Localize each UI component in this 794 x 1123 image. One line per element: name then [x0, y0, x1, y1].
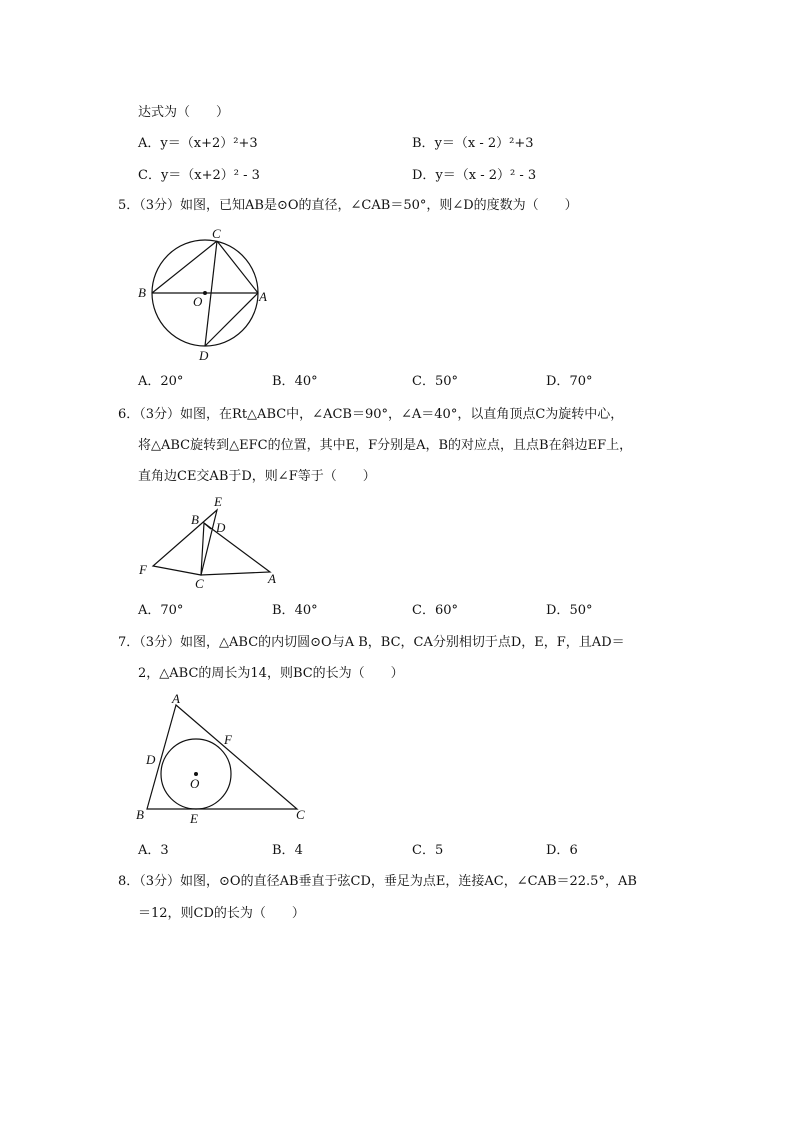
option-text: y＝（x+2）² - 3	[160, 168, 260, 183]
option-text: 6	[569, 843, 578, 858]
q4-option-d[interactable]	[412, 167, 536, 185]
q4-option-b[interactable]	[412, 135, 534, 153]
option-text: 5	[434, 843, 444, 858]
option-text: y＝（x+2）²+3	[160, 136, 258, 151]
option-label: D．	[546, 843, 570, 858]
option-label: B．	[272, 843, 295, 858]
q6-option-b[interactable]	[272, 602, 318, 620]
label-e: E	[214, 494, 222, 509]
label-c: C	[195, 576, 204, 591]
option-label: C．	[412, 603, 435, 618]
label-o: O	[193, 294, 203, 309]
option-text: y＝（x - 2）²+3	[434, 136, 534, 151]
option-label: C．	[412, 843, 435, 858]
q5-figure	[130, 222, 280, 367]
triangle-efc	[153, 510, 217, 575]
label-b: B	[191, 512, 199, 527]
chord-da	[205, 293, 258, 346]
q5-option-b[interactable]	[272, 373, 318, 391]
label-f: F	[139, 562, 147, 577]
q7-option-a[interactable]	[138, 842, 169, 860]
chord-bc	[152, 241, 217, 293]
label-a: A	[259, 289, 267, 304]
option-text: 50°	[434, 374, 458, 389]
segment-bd	[204, 523, 211, 529]
q7-stem-line-1: 7．（3分）如图，△ABC的内切圆⊙O与A B，BC，CA分别相切于点D，E，F，且AD＝	[118, 635, 625, 650]
q6-option-d[interactable]	[546, 602, 592, 620]
option-label: C．	[138, 168, 161, 183]
q7-option-c[interactable]	[412, 842, 443, 860]
option-text: 3	[160, 843, 169, 858]
label-o: O	[190, 776, 200, 791]
option-label: A．	[138, 374, 161, 389]
label-d: D	[216, 520, 226, 535]
q5-option-c[interactable]	[412, 373, 458, 391]
q6-option-a[interactable]	[138, 602, 183, 620]
label-c: C	[212, 226, 221, 241]
q7-option-b[interactable]	[272, 842, 303, 860]
q5-option-a[interactable]	[138, 373, 183, 391]
q8-stem-line-2: ＝12，则CD的长为（ ）	[138, 906, 305, 921]
label-b: B	[136, 807, 144, 822]
option-text: 40°	[294, 374, 318, 389]
option-text: 50°	[569, 603, 593, 618]
q6-stem-line-2: 将△ABC旋转到△EFC的位置，其中E，F分别是A，B的对应点，且点B在斜边EF上，	[138, 438, 633, 453]
q7-stem-line-2: 2，△ABC的周长为14，则BC的长为（ ）	[138, 666, 404, 681]
center-dot	[203, 291, 207, 295]
label-c: C	[296, 807, 305, 822]
q4-stem-tail: 达式为（ ）	[138, 105, 230, 120]
q5-option-d[interactable]	[546, 373, 592, 391]
option-label: A．	[138, 843, 161, 858]
label-d: D	[146, 752, 156, 767]
label-e: E	[190, 811, 198, 826]
q7-option-d[interactable]	[546, 842, 578, 860]
option-text: 70°	[569, 374, 593, 389]
q5-stem: 5．（3分）如图，已知AB是⊙O的直径，∠CAB＝50°，则∠D的度数为（ ）	[118, 198, 578, 213]
q7-figure	[130, 692, 320, 832]
q4-option-c[interactable]	[138, 167, 260, 185]
option-label: D．	[412, 168, 436, 183]
q6-figure	[130, 492, 290, 592]
option-label: D．	[546, 603, 570, 618]
option-label: D．	[546, 374, 570, 389]
q6-stem-line-1: 6．（3分）如图，在Rt△ABC中，∠ACB＝90°，∠A＝40°，以直角顶点C为旋转中心，	[118, 407, 624, 422]
option-text: 60°	[434, 603, 458, 618]
option-label: B．	[272, 603, 295, 618]
option-label: A．	[138, 136, 161, 151]
triangle-abc	[147, 705, 297, 809]
option-label: A．	[138, 603, 161, 618]
label-d: D	[199, 348, 209, 363]
label-b: B	[138, 285, 146, 300]
option-text: y＝（x - 2）² - 3	[435, 168, 537, 183]
option-label: C．	[412, 374, 435, 389]
option-label: B．	[272, 374, 295, 389]
option-text: 40°	[294, 603, 318, 618]
option-label: B．	[412, 136, 435, 151]
option-text: 70°	[160, 603, 184, 618]
label-f: F	[224, 732, 232, 747]
label-a: A	[172, 691, 180, 706]
q6-option-c[interactable]	[412, 602, 458, 620]
option-text: 4	[294, 843, 303, 858]
q4-option-a[interactable]	[138, 135, 258, 153]
label-a: A	[268, 571, 276, 586]
option-text: 20°	[160, 374, 184, 389]
q6-stem-line-3: 直角边CE交AB于D，则∠F等于（ ）	[138, 469, 376, 484]
q8-stem-line-1: 8．（3分）如图，⊙O的直径AB垂直于弦CD，垂足为点E，连接AC，∠CAB＝22.5°，AB	[118, 874, 637, 889]
